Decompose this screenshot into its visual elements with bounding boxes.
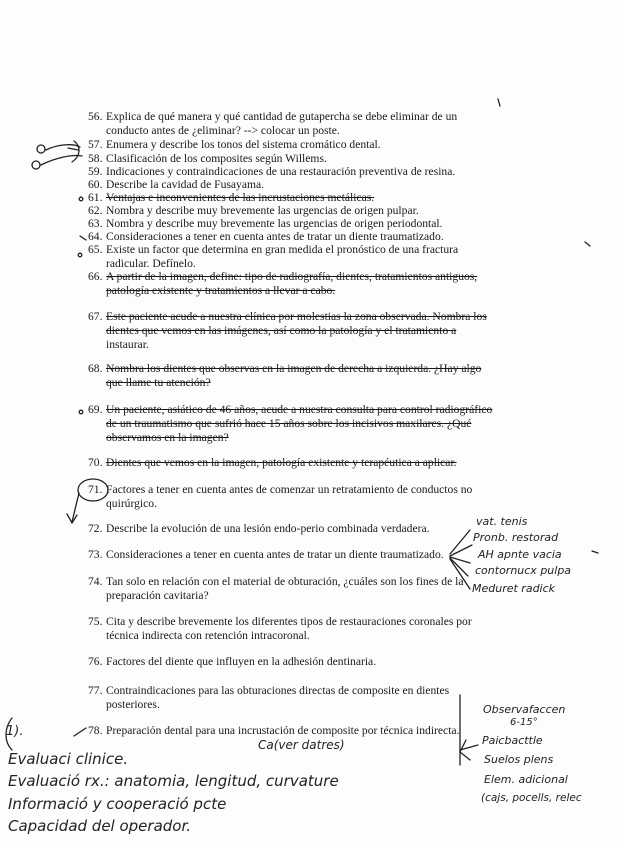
answer-line-4: Capacidad del operador. [8, 817, 192, 835]
question-70: 70. Dientes que vemos en la imagen, patología existente y terapéutica a aplicar. [88, 456, 457, 469]
note-73-line-4: contornucx pulpa [475, 564, 572, 577]
question-58: 58. Clasificación de los composites según Willems. [88, 152, 327, 165]
note-78-line-5: Elem. adicional [484, 773, 568, 786]
note-78-line-6: (cajs, pocells, relec [481, 792, 582, 804]
note-78-line-4: Suelos plens [484, 753, 554, 766]
question-74: 74. Tan solo en relación con el material de obturación, ¿cuáles son los fines de la preparación cavitaria? [88, 575, 464, 602]
question-60: 60. Describe la cavidad de Fusayama. [88, 178, 265, 191]
question-71: 71. Factores a tener en cuenta antes de comenzar un retratamiento de conductos no quirúrgico. [88, 483, 473, 510]
answer-line-2: Evaluació rx.: anatomia, lengitud, curvature [8, 772, 339, 790]
question-65: 65. Existe un factor que determina en gran medida el pronóstico de una fractura radicular. Defínelo. [88, 243, 459, 270]
answer-line-3: Informació y cooperació pcte [8, 795, 227, 813]
note-73-line-2: Pronb. restorad [473, 531, 559, 544]
question-59: 59. Indicaciones y contraindicaciones de una restauración preventiva de resina. [88, 165, 456, 178]
question-73: 73. Consideraciones a tener en cuenta antes de tratar un diente traumatizado. [88, 548, 444, 561]
question-68: 68. Nombra los dientes que observas en la imagen de derecha a izquierda. ¿Hay algo que llame tu atención? [88, 362, 482, 389]
question-62: 62. Nombra y describe muy brevemente las urgencias de origen pulpar. [88, 204, 419, 217]
note-under-78: Ca(ver datres) [258, 738, 345, 752]
question-66: 66. A partir de la imagen, define: tipo de radiografía, dientes, tratamientos antiguos, patología existente y tratamientos a llevar a cabo. [88, 270, 478, 297]
note-73-line-1: vat. tenis [476, 515, 528, 528]
note-78-line-2: 6-15° [510, 717, 538, 728]
note-78-line-3: Paicbacttle [482, 734, 543, 747]
question-78: 78. Preparación dental para una incrustación de composite por técnica indirecta. [88, 724, 460, 737]
question-64: 64. Consideraciones a tener en cuenta antes de tratar un diente traumatizado. [88, 230, 444, 243]
note-73-line-3: AH apnte vacia [478, 548, 562, 561]
question-63: 63. Nombra y describe muy brevemente las urgencias de origen periodontal. [88, 217, 443, 230]
note-73-line-5: Meduret radick [472, 582, 556, 595]
question-75: 75. Cita y describe brevemente los diferentes tipos de restauraciones coronales por técnica indirecta con retención intracoronal. [88, 615, 472, 642]
question-76: 76. Factores del diente que influyen en la adhesión dentinaria. [88, 655, 377, 668]
question-67: 67. Este paciente acude a nuestra clínica por molestias la zona observada. Nombra los dientes que vemos en las imágenes, así como la patología y el tratamiento a instaurar. [88, 310, 487, 351]
question-57: 57. Enumera y describe los tonos del sistema cromático dental. [88, 138, 381, 151]
question-61: 61. Ventajas e inconvenientes de las incrustaciones metálicas. [88, 191, 375, 204]
question-72: 72. Describe la evolución de una lesión endo-perio combinada verdadera. [88, 522, 430, 535]
answer-line-1: Evaluaci clinice. [8, 750, 129, 768]
question-77: 77. Contraindicaciones para las obturaciones directas de composite en dientes posteriores. [88, 684, 450, 711]
question-56: 56. Explica de qué manera y qué cantidad de gutapercha se debe eliminar de un conducto antes de ¿eliminar? --> colocar un poste. [88, 110, 458, 137]
note-78-line-1: Observafaccen [483, 703, 566, 716]
margin-number: 1). [6, 724, 24, 739]
question-69: 69. Un paciente, asiático de 46 años, acude a nuestra consulta para control radiográfico de un traumatismo que sufrió hace 15 años sobre los incisivos maxilares. ¿Qué observamos en la imagen? [88, 403, 493, 444]
